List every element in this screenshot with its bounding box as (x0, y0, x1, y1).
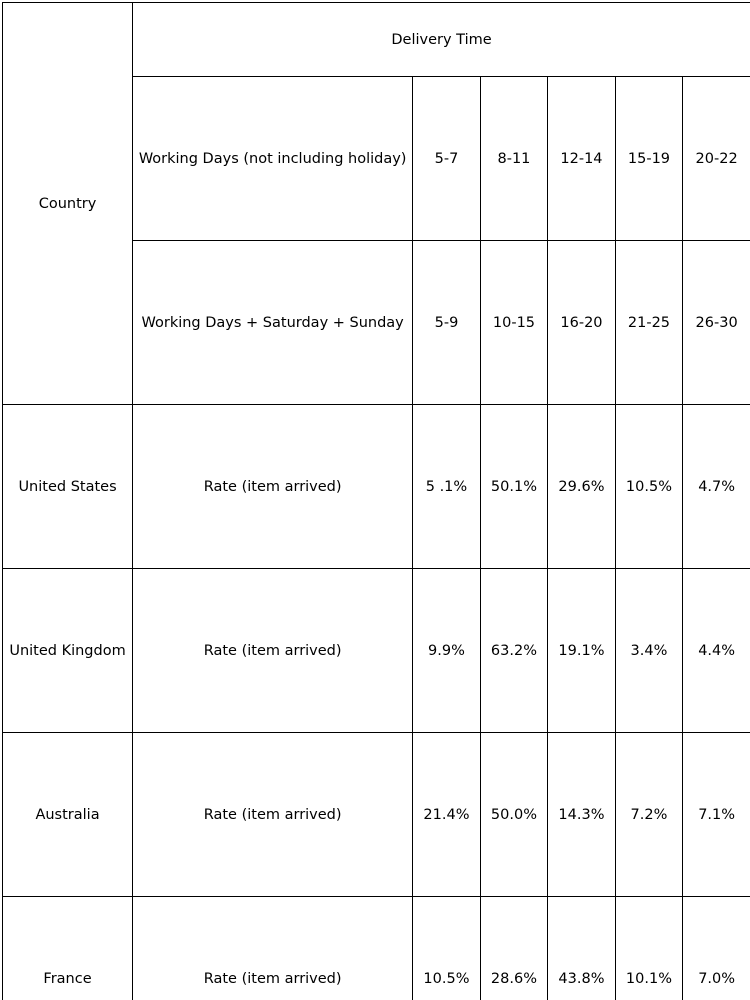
timing-label: Working Days (not including holiday) (133, 77, 413, 241)
delivery-time-header: Delivery Time (133, 3, 750, 77)
range-cell: 26-30 (683, 241, 750, 405)
country-cell: United Kingdom (3, 569, 133, 733)
rate-cell: 21.4% (413, 733, 481, 897)
rate-cell: 63.2% (480, 569, 548, 733)
table-row-australia (3, 733, 750, 897)
range-cell: 5-7 (413, 77, 481, 241)
rate-cell: 50.1% (480, 405, 548, 569)
rate-cell: 50.0% (480, 733, 548, 897)
delivery-rate-table (2, 2, 750, 1000)
metric-cell: Rate (item arrived) (133, 897, 413, 1000)
metric-cell: Rate (item arrived) (133, 733, 413, 897)
rate-cell: 29.6% (548, 405, 616, 569)
range-cell: 21-25 (615, 241, 683, 405)
table-row-united-states (3, 405, 750, 569)
rate-cell: 9.9% (413, 569, 481, 733)
rate-cell: 14.3% (548, 733, 616, 897)
rate-cell: 7.0% (683, 897, 750, 1000)
metric-cell: Rate (item arrived) (133, 405, 413, 569)
rate-cell: 10.5% (615, 405, 683, 569)
range-cell: 12-14 (548, 77, 616, 241)
rate-cell: 10.5% (413, 897, 481, 1000)
range-cell: 10-15 (480, 241, 548, 405)
table-row-france (3, 897, 750, 1000)
rate-cell: 43.8% (548, 897, 616, 1000)
timing-label: Working Days + Saturday + Sunday (133, 241, 413, 405)
rate-cell: 4.4% (683, 569, 750, 733)
range-cell: 15-19 (615, 77, 683, 241)
rate-cell: 19.1% (548, 569, 616, 733)
range-cell: 16-20 (548, 241, 616, 405)
country-cell: Australia (3, 733, 133, 897)
rate-cell: 5 .1% (413, 405, 481, 569)
table-row-united-kingdom (3, 569, 750, 733)
range-cell: 8-11 (480, 77, 548, 241)
country-header: Country (3, 3, 133, 405)
rate-cell: 28.6% (480, 897, 548, 1000)
range-cell: 5-9 (413, 241, 481, 405)
range-cell: 20-22 (683, 77, 750, 241)
country-cell: United States (3, 405, 133, 569)
metric-cell: Rate (item arrived) (133, 569, 413, 733)
rate-cell: 7.1% (683, 733, 750, 897)
rate-cell: 4.7% (683, 405, 750, 569)
rate-cell: 7.2% (615, 733, 683, 897)
rate-cell: 3.4% (615, 569, 683, 733)
country-cell: France (3, 897, 133, 1000)
rate-cell: 10.1% (615, 897, 683, 1000)
